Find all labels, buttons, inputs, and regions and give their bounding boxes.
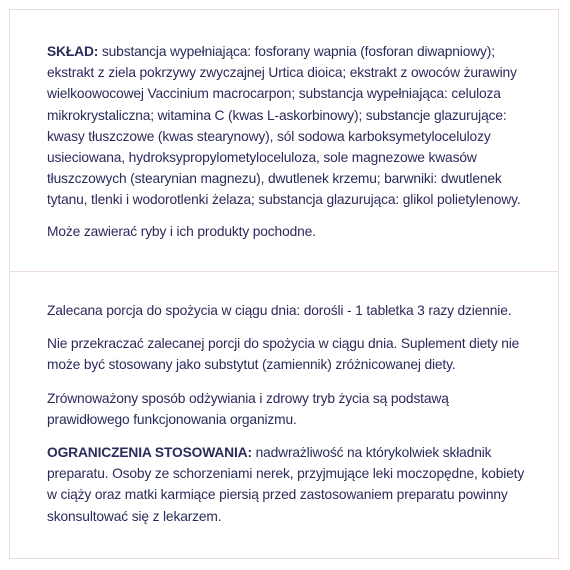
composition-paragraph [47, 41, 532, 211]
warning-text: Nie przekraczać zalecanej porcji do spożycia w ciągu dnia. Suplement diety nie może być stosowany jako substytut (zamiennik) zróżnicowanej diety. [47, 336, 520, 373]
restrictions-label: OGRANICZENIA STOSOWANIA: [47, 445, 252, 461]
composition-section [10, 10, 558, 268]
composition-text: substancja wypełniająca: fosforany wapnia (fosforan diwapniowy); ekstrakt z ziela pokrzywy zwyczajnej Urtica dioica; ekstrakt z owoców żurawiny wielkoowocowej Vaccinium macrocarpon; substancja wypełniająca: celuloza mikrokrystaliczna; witamina C (kwas L-askorbinowy); substancje glazurujące: kwasy tłuszczowe (kwas stearynowy), sól sodowa karboksymetylocelulozy usieciowana, hydroksypropylometyloceluloza, sole magnezowe kwasów tłuszczowych (stearynian magnezu), dwutlenek krzemu; barwniki: dwutlenek tytanu, tlenki i wodorotlenki żelaza; substancja glazurująca: glikol polietylenowy. [47, 44, 521, 208]
label-panel [9, 9, 559, 559]
diet-note-text: Zrównoważony sposób odżywiania i zdrowy tryb życia są podstawą prawidłowego funkcjonowania organizmu. [47, 390, 449, 427]
dosage-text: Zalecana porcja do spożycia w ciągu dnia: dorośli - 1 tabletka 3 razy dziennie. [47, 303, 512, 318]
usage-section [10, 272, 558, 558]
allergen-note: Może zawierać ryby i ich produkty pochodne. [47, 223, 316, 239]
composition-label: SKŁAD: [47, 44, 99, 59]
restrictions-paragraph [47, 442, 532, 527]
restrictions-text: nadwrażliwość na którykolwiek składnik preparatu. Osoby ze schorzeniami nerek, przyjmujące leki moczopędne, kobiety w ciąży oraz matki karmiące piersią przed zastosowaniem preparatu powinny skonsultować się z lekarzem. [47, 445, 525, 524]
